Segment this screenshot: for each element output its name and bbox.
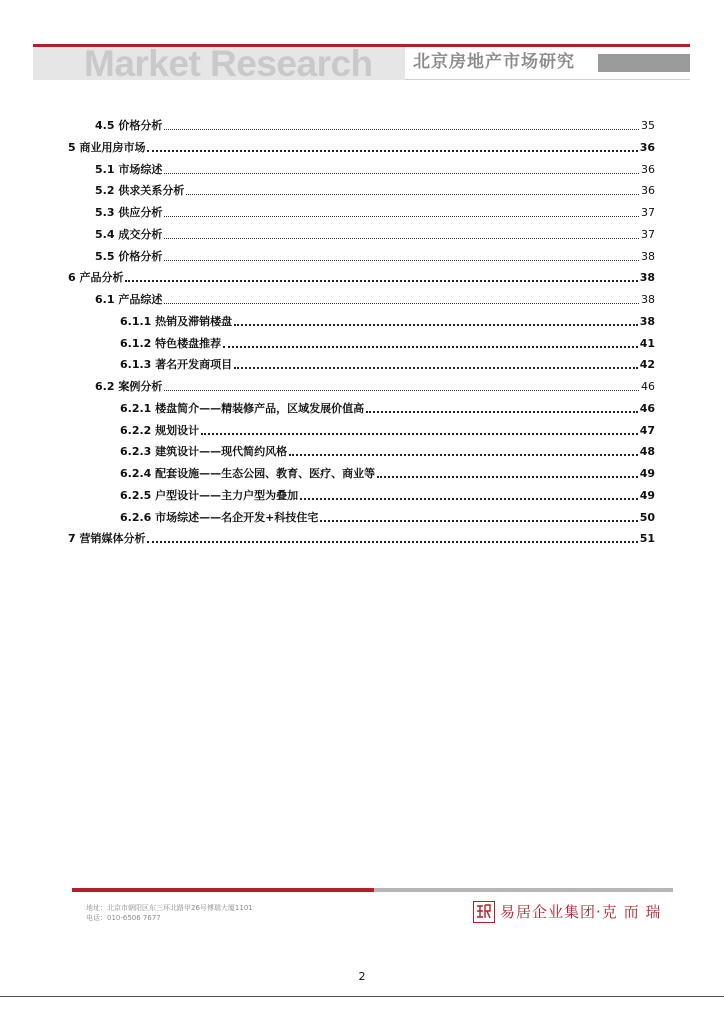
toc-entry-page: 49 xyxy=(639,488,655,502)
toc-leader-dots xyxy=(164,260,639,261)
company-seal-icon xyxy=(473,901,495,923)
toc-entry[interactable] xyxy=(120,508,655,526)
footer-gray-rule xyxy=(374,888,673,892)
toc-entry-page: 49 xyxy=(639,467,655,480)
toc-entry-label: 7 营销媒体分析 xyxy=(68,532,146,546)
toc-leader-dots xyxy=(164,173,639,174)
toc-entry-page: 38 xyxy=(641,293,655,306)
toc-leader-dots xyxy=(300,498,638,500)
toc-entry-label: 6.2.5 户型设计——主力户型为叠加 xyxy=(120,488,299,502)
footer-company xyxy=(500,902,661,922)
toc-entry[interactable] xyxy=(120,421,655,439)
toc-entry[interactable] xyxy=(95,203,655,221)
toc-entry-label: 5 商业用房市场 xyxy=(68,140,146,154)
toc-entry-label: 6.2.4 配套设施——生态公园、教育、医疗、商业等 xyxy=(120,467,376,480)
toc-leader-dots xyxy=(164,129,639,130)
toc-entry[interactable] xyxy=(95,160,655,178)
header-bottom-rule xyxy=(405,79,690,80)
toc-entry-label: 6.2.2 规划设计 xyxy=(120,423,200,437)
toc-entry-label: 6.1.3 著名开发商项目 xyxy=(120,358,233,372)
toc-leader-dots xyxy=(366,411,638,413)
toc-entry-page: 36 xyxy=(641,162,655,176)
toc-entry[interactable] xyxy=(120,399,655,417)
toc-entry[interactable] xyxy=(95,225,655,243)
toc-entry-label: 6.2.1 楼盘简介——精装修产品，区域发展价值高 xyxy=(120,401,365,415)
toc-entry-page: 36 xyxy=(641,184,655,198)
toc-entry-page: 46 xyxy=(639,401,655,415)
company-brand: 克 而 瑞 xyxy=(601,903,662,921)
company-separator: · xyxy=(596,903,602,921)
toc-leader-dots xyxy=(320,520,637,522)
footer-address: 地址：北京市朝阳区东三环北路甲26号博瑞大厦1101 xyxy=(86,904,253,912)
toc-entry[interactable] xyxy=(68,529,655,547)
toc-leader-dots xyxy=(201,433,638,435)
page-number: 2 xyxy=(358,970,366,983)
toc-entry-label: 6.2.6 市场综述——名企开发+科技住宅 xyxy=(120,510,319,524)
toc-leader-dots xyxy=(234,367,638,369)
page-bottom-rule xyxy=(0,996,724,997)
toc-leader-dots xyxy=(147,150,637,152)
toc-entry-page: 51 xyxy=(639,532,655,546)
toc-entry-page: 36 xyxy=(639,140,655,154)
toc-leader-dots xyxy=(186,194,639,195)
toc-entry-label: 5.4 成交分析 xyxy=(95,227,163,241)
toc-entry-page: 42 xyxy=(639,358,655,372)
toc-leader-dots xyxy=(164,216,639,217)
toc-entry-page: 35 xyxy=(641,119,655,132)
toc-entry-label: 5.1 市场综述 xyxy=(95,162,163,176)
toc-entry-label: 5.5 价格分析 xyxy=(95,249,163,263)
header-title: Market Research xyxy=(84,43,373,84)
toc-entry[interactable] xyxy=(68,268,655,286)
toc-leader-dots xyxy=(289,454,638,456)
toc-entry[interactable] xyxy=(120,355,655,373)
toc-entry-label: 5.2 供求关系分析 xyxy=(95,184,185,198)
toc-entry[interactable] xyxy=(120,464,655,482)
toc-entry[interactable] xyxy=(95,181,655,199)
toc-entry-page: 38 xyxy=(641,249,655,263)
toc-leader-dots xyxy=(164,390,639,391)
company-name: 易居企业集团 xyxy=(500,903,597,921)
toc-entry-page: 50 xyxy=(639,510,655,524)
toc-entry-page: 47 xyxy=(639,423,655,437)
footer-red-rule xyxy=(72,888,374,892)
toc-entry[interactable] xyxy=(95,290,655,308)
toc-leader-dots xyxy=(234,324,638,326)
toc-entry-label: 5.3 供应分析 xyxy=(95,206,163,219)
toc-entry-page: 48 xyxy=(639,445,655,459)
toc-entry[interactable] xyxy=(120,486,655,504)
toc-entry-label: 6.2.3 建筑设计——现代简约风格 xyxy=(120,445,288,459)
toc-entry-label: 6.1.2 特色楼盘推荐 xyxy=(120,336,222,350)
toc-entry[interactable] xyxy=(95,247,655,265)
toc-entry-page: 41 xyxy=(639,336,655,350)
toc-leader-dots xyxy=(147,541,637,543)
toc-entry[interactable] xyxy=(120,334,655,352)
toc-entry-label: 6.2 案例分析 xyxy=(95,380,163,393)
toc-entry[interactable] xyxy=(68,138,655,156)
toc-leader-dots xyxy=(164,303,639,304)
toc-leader-dots xyxy=(223,346,638,348)
toc-entry-label: 4.5 价格分析 xyxy=(95,119,163,132)
toc-entry[interactable] xyxy=(95,116,655,134)
header-gray-block xyxy=(598,54,690,72)
toc-leader-dots xyxy=(377,476,638,478)
header-subtitle: 北京房地产市场研究 xyxy=(413,52,575,72)
toc-entry[interactable] xyxy=(95,377,655,395)
toc-entry[interactable] xyxy=(120,442,655,460)
toc-entry-page: 37 xyxy=(641,227,655,241)
toc-entry-label: 6.1 产品综述 xyxy=(95,293,163,306)
toc-entry[interactable] xyxy=(120,312,655,330)
toc-entry-page: 46 xyxy=(641,380,655,393)
toc-entry-page: 38 xyxy=(639,314,655,328)
footer-contact xyxy=(86,903,253,923)
toc-entry-label: 6.1.1 热销及滞销楼盘 xyxy=(120,314,233,328)
toc-entry-page: 38 xyxy=(639,271,655,285)
footer-phone: 电话：010-6506 7677 xyxy=(86,914,161,922)
toc-leader-dots xyxy=(125,280,637,282)
toc-entry-page: 37 xyxy=(641,206,655,219)
toc-leader-dots xyxy=(164,238,639,239)
toc-entry-label: 6 产品分析 xyxy=(68,271,124,285)
